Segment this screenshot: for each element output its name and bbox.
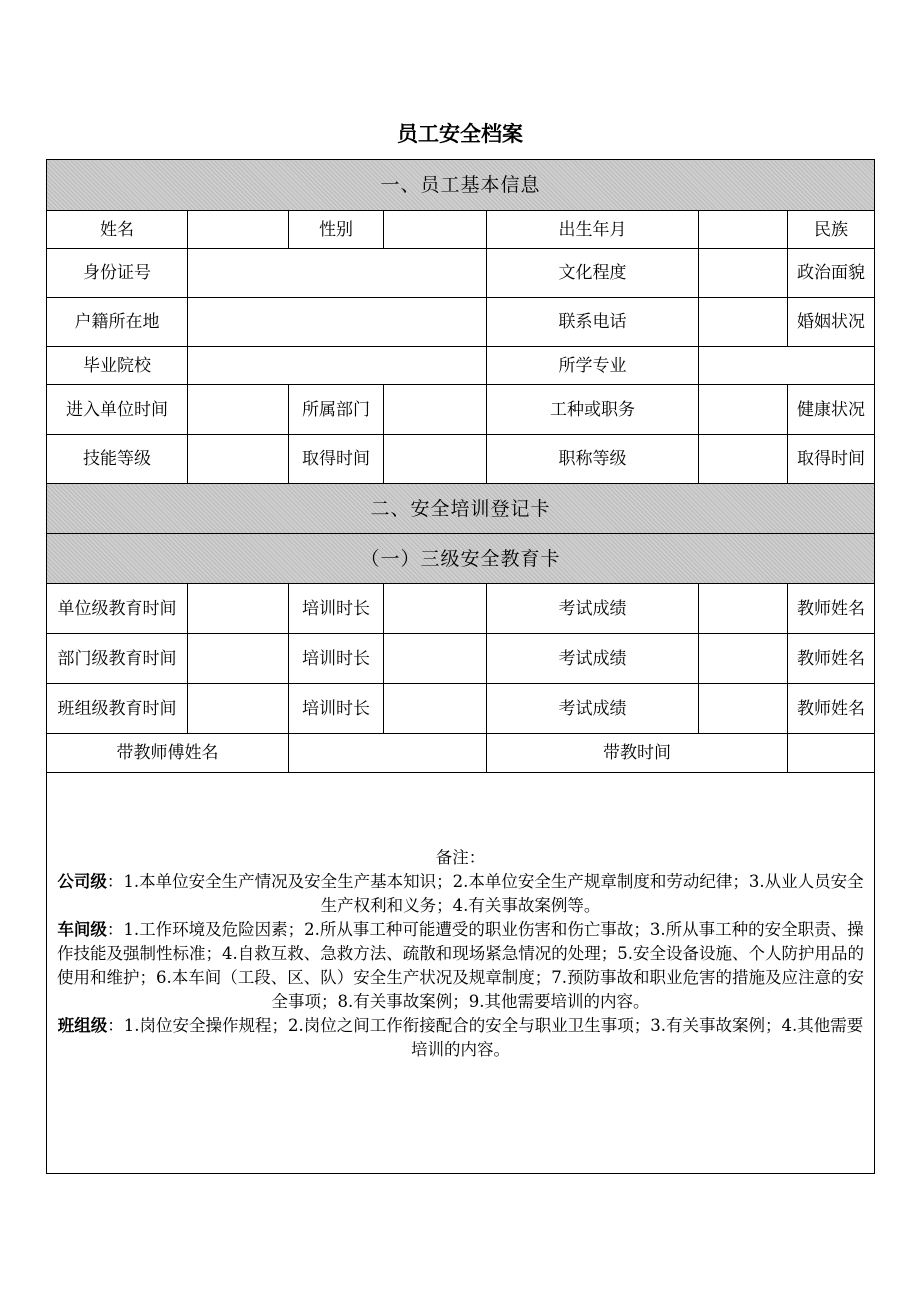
- label-title-level: 职称等级: [487, 435, 699, 484]
- label-edu-level: 班组级教育时间: [47, 684, 188, 734]
- label-birth: 出生年月: [487, 211, 699, 249]
- field-score[interactable]: [699, 634, 788, 684]
- form-row: [47, 347, 875, 385]
- label-obtain-time: 取得时间: [289, 435, 384, 484]
- note-team: [51, 1014, 870, 1062]
- form-row: [47, 249, 875, 298]
- label-entry-time: 进入单位时间: [47, 385, 188, 435]
- form-row: [47, 298, 875, 347]
- field-household[interactable]: [188, 298, 487, 347]
- safety-record-form: [46, 159, 875, 1174]
- field-mentor-time[interactable]: [788, 734, 875, 773]
- label-education: 文化程度: [487, 249, 699, 298]
- note-company: [51, 870, 870, 918]
- field-edu-time[interactable]: [188, 634, 289, 684]
- section1-heading-row: [47, 160, 875, 211]
- section-heading-basic-info: 一、员工基本信息: [47, 160, 875, 211]
- label-gender: 性别: [289, 211, 384, 249]
- label-job: 工种或职务: [487, 385, 699, 435]
- label-school: 毕业院校: [47, 347, 188, 385]
- field-score[interactable]: [699, 684, 788, 734]
- label-duration: 培训时长: [289, 634, 384, 684]
- field-duration[interactable]: [384, 584, 487, 634]
- label-major: 所学专业: [487, 347, 699, 385]
- field-score[interactable]: [699, 584, 788, 634]
- field-duration[interactable]: [384, 634, 487, 684]
- label-obtain-time-2: 取得时间: [788, 435, 875, 484]
- label-skill-level: 技能等级: [47, 435, 188, 484]
- section-heading-training: 二、安全培训登记卡: [47, 484, 875, 534]
- label-edu-level: 部门级教育时间: [47, 634, 188, 684]
- form-row: [47, 435, 875, 484]
- field-entry-time[interactable]: [188, 385, 289, 435]
- label-score: 考试成绩: [487, 584, 699, 634]
- label-name: 姓名: [47, 211, 188, 249]
- label-score: 考试成绩: [487, 684, 699, 734]
- note-company-label: 公司级: [57, 872, 107, 891]
- subsection-heading-three-level: （一）三级安全教育卡: [47, 534, 875, 584]
- label-phone: 联系电话: [487, 298, 699, 347]
- label-duration: 培训时长: [289, 584, 384, 634]
- label-id-no: 身份证号: [47, 249, 188, 298]
- label-marital: 婚姻状况: [788, 298, 875, 347]
- field-birth[interactable]: [699, 211, 788, 249]
- field-department[interactable]: [384, 385, 487, 435]
- training-row: [47, 634, 875, 684]
- label-teacher: 教师姓名: [788, 584, 875, 634]
- note-workshop-label: 车间级: [57, 920, 107, 939]
- notes-blank-space: [51, 1062, 870, 1100]
- field-title-level[interactable]: [699, 435, 788, 484]
- form-row: [47, 211, 875, 249]
- field-obtain-time[interactable]: [384, 435, 487, 484]
- note-team-label: 班组级: [57, 1016, 108, 1035]
- note-team-text: ：1.岗位安全操作规程；2.岗位之间工作衔接配合的安全与职业卫生事项；3.有关事故案例；4.其他需要培训的内容。: [107, 1016, 864, 1059]
- field-education[interactable]: [699, 249, 788, 298]
- notes-row: [47, 773, 875, 1174]
- note-workshop: [51, 918, 870, 1014]
- field-edu-time[interactable]: [188, 584, 289, 634]
- document-title: 员工安全档案: [397, 122, 523, 146]
- label-mentor: 带教师傅姓名: [47, 734, 289, 773]
- field-job[interactable]: [699, 385, 788, 435]
- mentor-row: [47, 734, 875, 773]
- field-skill-level[interactable]: [188, 435, 289, 484]
- field-school[interactable]: [188, 347, 487, 385]
- field-gender[interactable]: [384, 211, 487, 249]
- form-row: [47, 385, 875, 435]
- section2-heading-row: [47, 484, 875, 534]
- field-edu-time[interactable]: [188, 684, 289, 734]
- note-workshop-text: ：1.工作环境及危险因素；2.所从事工种可能遭受的职业伤害和伤亡事故；3.所从事工种的安全职责、操作技能及强制性标准；4.自救互救、急救方法、疏散和现场紧急情况的处理；5.安全设备设施、个人防护用品的使用和维护；6.本车间（工段、区、队）安全生产状况及规章制度；7.预防事故和职业危害的措施及应注意的安全事项；8.有关事故案例；9.其他需要培训的内容。: [57, 920, 864, 1011]
- training-row: [47, 684, 875, 734]
- note-company-text: ：1.本单位安全生产情况及安全生产基本知识；2.本单位安全生产规章制度和劳动纪律；3.从业人员安全生产权利和义务；4.有关事故案例等。: [106, 872, 864, 915]
- field-phone[interactable]: [699, 298, 788, 347]
- label-edu-level: 单位级教育时间: [47, 584, 188, 634]
- label-mentor-time: 带教时间: [487, 734, 788, 773]
- field-duration[interactable]: [384, 684, 487, 734]
- field-major[interactable]: [699, 347, 875, 385]
- training-row: [47, 584, 875, 634]
- label-teacher: 教师姓名: [788, 684, 875, 734]
- label-household: 户籍所在地: [47, 298, 188, 347]
- field-name[interactable]: [188, 211, 289, 249]
- label-department: 所属部门: [289, 385, 384, 435]
- notes-cell: [47, 773, 875, 1174]
- label-score: 考试成绩: [487, 634, 699, 684]
- field-mentor[interactable]: [289, 734, 487, 773]
- section2-subheading-row: [47, 534, 875, 584]
- label-ethnicity: 民族: [788, 211, 875, 249]
- label-political: 政治面貌: [788, 249, 875, 298]
- notes-label: 备注：: [435, 848, 486, 867]
- label-teacher: 教师姓名: [788, 634, 875, 684]
- label-duration: 培训时长: [289, 684, 384, 734]
- field-id-no[interactable]: [188, 249, 487, 298]
- label-health: 健康状况: [788, 385, 875, 435]
